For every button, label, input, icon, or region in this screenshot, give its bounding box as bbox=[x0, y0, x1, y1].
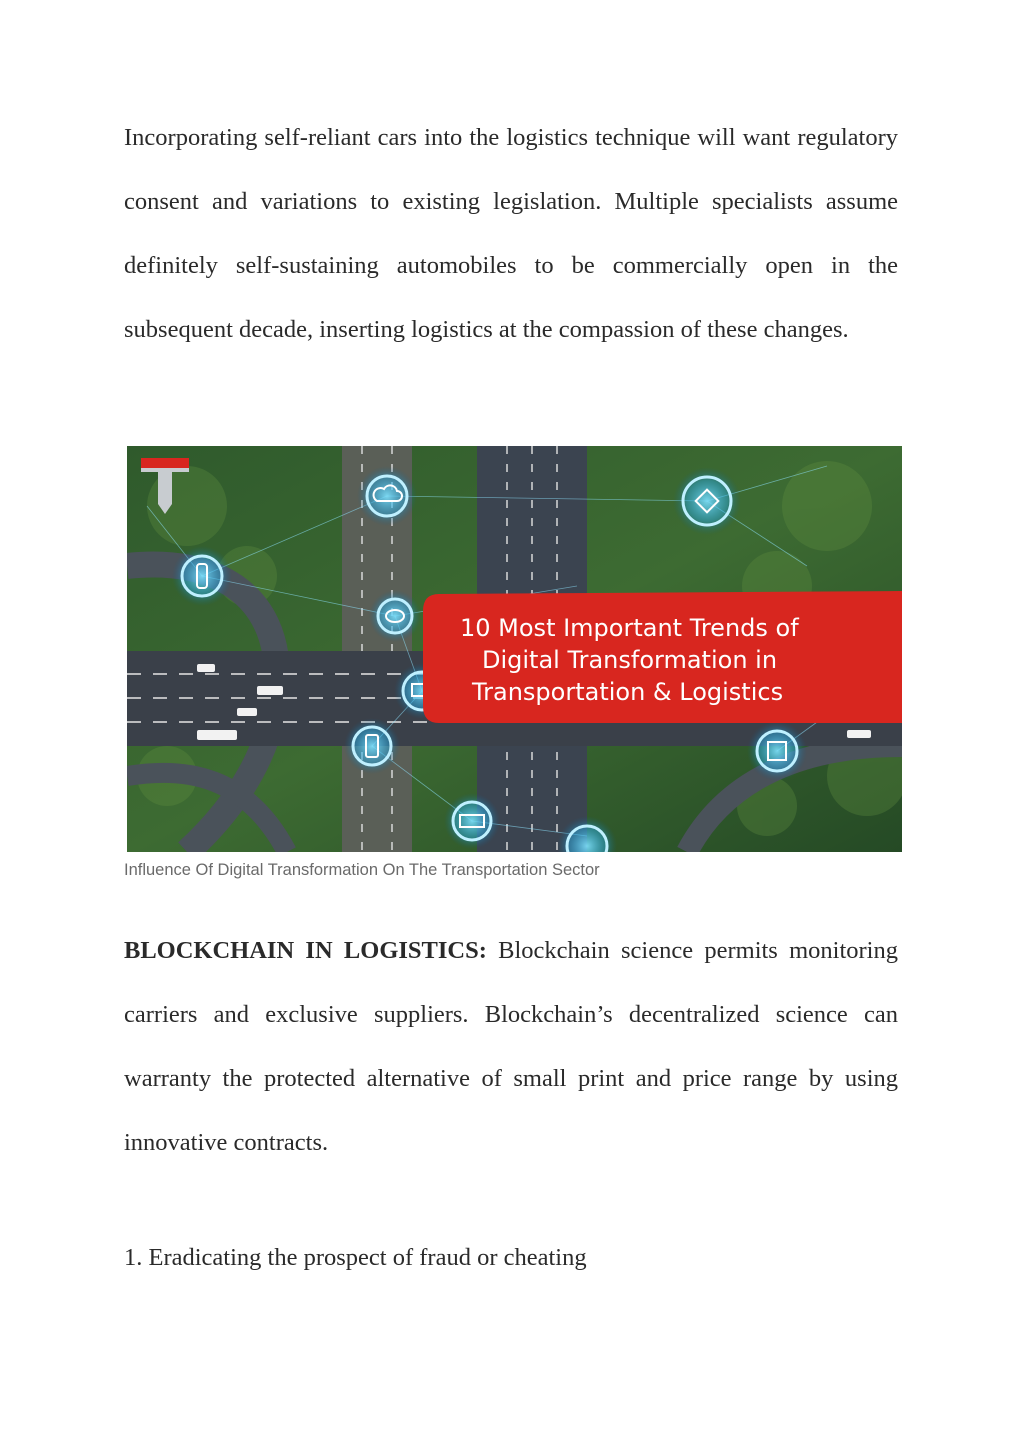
chip-icon bbox=[747, 721, 807, 781]
chat-icon bbox=[369, 590, 421, 642]
traffic-light-icon bbox=[172, 546, 232, 606]
title-banner bbox=[423, 591, 902, 723]
paragraph-blockchain bbox=[124, 919, 898, 1175]
banner-line-2: Digital Transformation in bbox=[482, 646, 778, 674]
battery-icon bbox=[444, 793, 500, 849]
paragraph-autonomous-vehicles: Incorporating self-reliant cars into the logistics technique will want regulatory consent and variations to existing legislation. Multiple specialists assume definitely self-sustaining automobiles to be commercially open in the subsequent decade, inserting logistics at the compassion of these changes. bbox=[124, 124, 898, 343]
paragraph-blockchain-body: Blockchain science permits monitoring carriers and exclusive suppliers. Blockchain’s decentralized science can warranty the protected alternative of small print and price range by using innovative contracts. bbox=[124, 937, 898, 1156]
article-image bbox=[127, 446, 902, 852]
satellite-icon bbox=[673, 467, 741, 535]
banner-line-1: 10 Most Important Trends of bbox=[460, 614, 799, 642]
phone-icon bbox=[344, 718, 400, 774]
banner-line-3: Transportation & Logistics bbox=[472, 678, 784, 706]
list-item-fraud: 1. Eradicating the prospect of fraud or cheating bbox=[124, 1244, 587, 1271]
image-caption: Influence Of Digital Transformation On The Transportation Sector bbox=[124, 861, 600, 879]
cloud-icon bbox=[357, 466, 417, 526]
section-heading-blockchain: BLOCKCHAIN IN LOGISTICS: bbox=[124, 937, 487, 964]
